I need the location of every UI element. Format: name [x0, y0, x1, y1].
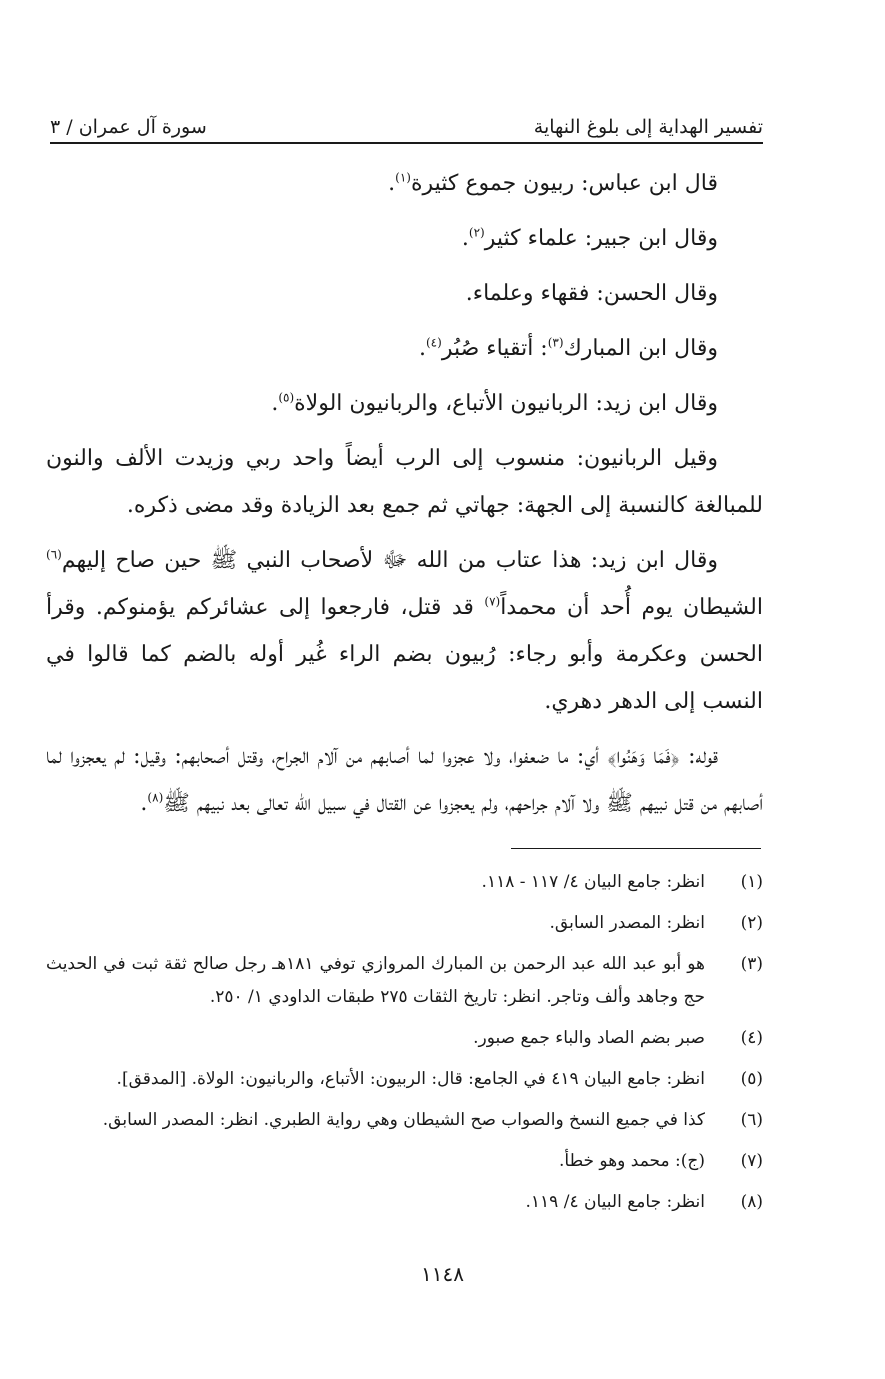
footnote-ref[interactable]: (٥) [278, 390, 295, 405]
footnote-number: (٢) [740, 913, 763, 933]
footnote-text: (ج): محمد وهو خطأ. [558, 1151, 705, 1171]
paragraph [46, 325, 763, 372]
footnote-text: هو أبو عبد الله عبد الرحمن بن المبارك المروازي توفي ١٨١هـ رجل صالح ثقة ثبت في الحديث حج وجاهد وألف وتاجر. انظر: تاريخ الثقات ٢٧٥ طبقات الداودي ١/ ٢٥٠. [46, 954, 705, 1007]
footnote-ref[interactable]: (٦) [46, 547, 62, 562]
footnote [46, 1104, 763, 1137]
footnote-text: صبر بضم الصاد والباء جمع صبور. [473, 1028, 705, 1048]
page-number: ١١٤٨ [421, 1262, 464, 1286]
main-text [46, 160, 763, 835]
paragraph [46, 380, 763, 427]
paragraph-text: قد قتل، فارجعوا إلى عشائركم يؤمنوكم. وقرأ الحسن وعكرمة وأبو رجاء: رُبيون بضم الراء غُير أوله بالضم كما قالوا في النسب إلى الدهر دهري. [46, 595, 763, 714]
paragraph [46, 160, 763, 207]
footnote-ref[interactable]: (٤) [425, 335, 442, 350]
paragraph-text: قال ابن عباس: ربيون جموع كثيرة [410, 171, 718, 196]
running-header [50, 98, 763, 144]
paragraph-text: وقال الحسن: فقهاء وعلماء. [465, 281, 718, 306]
footnote-number: (١) [740, 872, 763, 892]
footnote [46, 948, 763, 1014]
footnote-number: (٤) [740, 1028, 763, 1048]
footnote-text: انظر: جامع البيان ٤/ ١١٩. [525, 1192, 705, 1212]
paragraph-text: وقيل الربانيون: منسوب إلى الرب أيضاً واحد ربي وزيدت الألف والنون للمبالغة كالنسبة إلى الجهة: جهاتي ثم جمع بعد الزيادة وقد مضى ذكره. [46, 446, 763, 518]
paragraph-text: وقال ابن المبارك [563, 336, 718, 361]
footnotes [46, 866, 763, 1227]
paragraph [46, 733, 763, 827]
paragraph [46, 537, 763, 725]
footnote-text: انظر: جامع البيان ٤/ ١١٧ - ١١٨. [481, 872, 705, 892]
footnote [46, 1186, 763, 1219]
footnote-number: (٥) [740, 1069, 763, 1089]
punctuation: . [388, 171, 396, 196]
footnote-number: (٧) [740, 1151, 763, 1171]
footnote-number: (٨) [740, 1192, 763, 1212]
punctuation: . [418, 336, 426, 361]
surah-label: سورة آل عمران / ٣ [50, 116, 207, 138]
footnote-text: انظر: المصدر السابق. [549, 913, 705, 933]
footnote-number: (٦) [740, 1110, 763, 1130]
footnote [46, 1145, 763, 1178]
footnote [46, 1063, 763, 1096]
footnote-ref[interactable]: (٣) [547, 335, 564, 350]
footnote-ref[interactable]: (٧) [484, 594, 501, 609]
footnote-ref[interactable]: (٢) [468, 225, 485, 240]
footnote-ref[interactable]: (٨) [147, 790, 164, 805]
footnote-text: انظر: جامع البيان ٤١٩ في الجامع: قال: الربيون: الأتباع، والربانيون: الولاة. [المدقق]. [116, 1069, 705, 1089]
paragraph-text: وقال ابن زيد: هذا عتاب من الله ﷻ لأصحاب النبي ﷺ حين صاح إليهم [61, 548, 718, 573]
paragraph [46, 215, 763, 262]
paragraph-text: : أتقياء صُبُر [441, 336, 548, 361]
paragraph-text: الشيطان يوم أُحد أن محمداً [500, 595, 764, 620]
punctuation: . [271, 391, 279, 416]
footnote [46, 907, 763, 940]
paragraph-text: قوله: ﴿فَمَا وَهَنُوا﴾ أي: ما ضعفوا، ولا عجزوا لما أصابهم من آلام الجراح، وقتل أصحابهم: وقيل: لم يعجزوا لما أصابهم من قتل نبيهم ﷺ ولا آلام جراحهم، ولم يعجزوا عن القتال في سبيل الله تعالى بعد نبيهم ﷺ [46, 744, 763, 816]
footnote-ref[interactable]: (١) [395, 170, 411, 185]
paragraph-text: وقال ابن زيد: الربانيون الأتباع، والربانيون الولاة [294, 391, 718, 416]
paragraph [46, 435, 763, 529]
punctuation: . [140, 791, 148, 816]
paragraph [46, 270, 763, 317]
footnote-number: (٣) [740, 954, 763, 974]
book-title: تفسير الهداية إلى بلوغ النهاية [533, 116, 763, 138]
punctuation: . [461, 226, 469, 251]
footnote [46, 866, 763, 899]
footnote-separator [511, 848, 761, 849]
footnote-text: كذا في جميع النسخ والصواب صح الشيطان وهي رواية الطبري. انظر: المصدر السابق. [102, 1110, 705, 1130]
footnote [46, 1022, 763, 1055]
paragraph-text: وقال ابن جبير: علماء كثير [484, 226, 718, 251]
